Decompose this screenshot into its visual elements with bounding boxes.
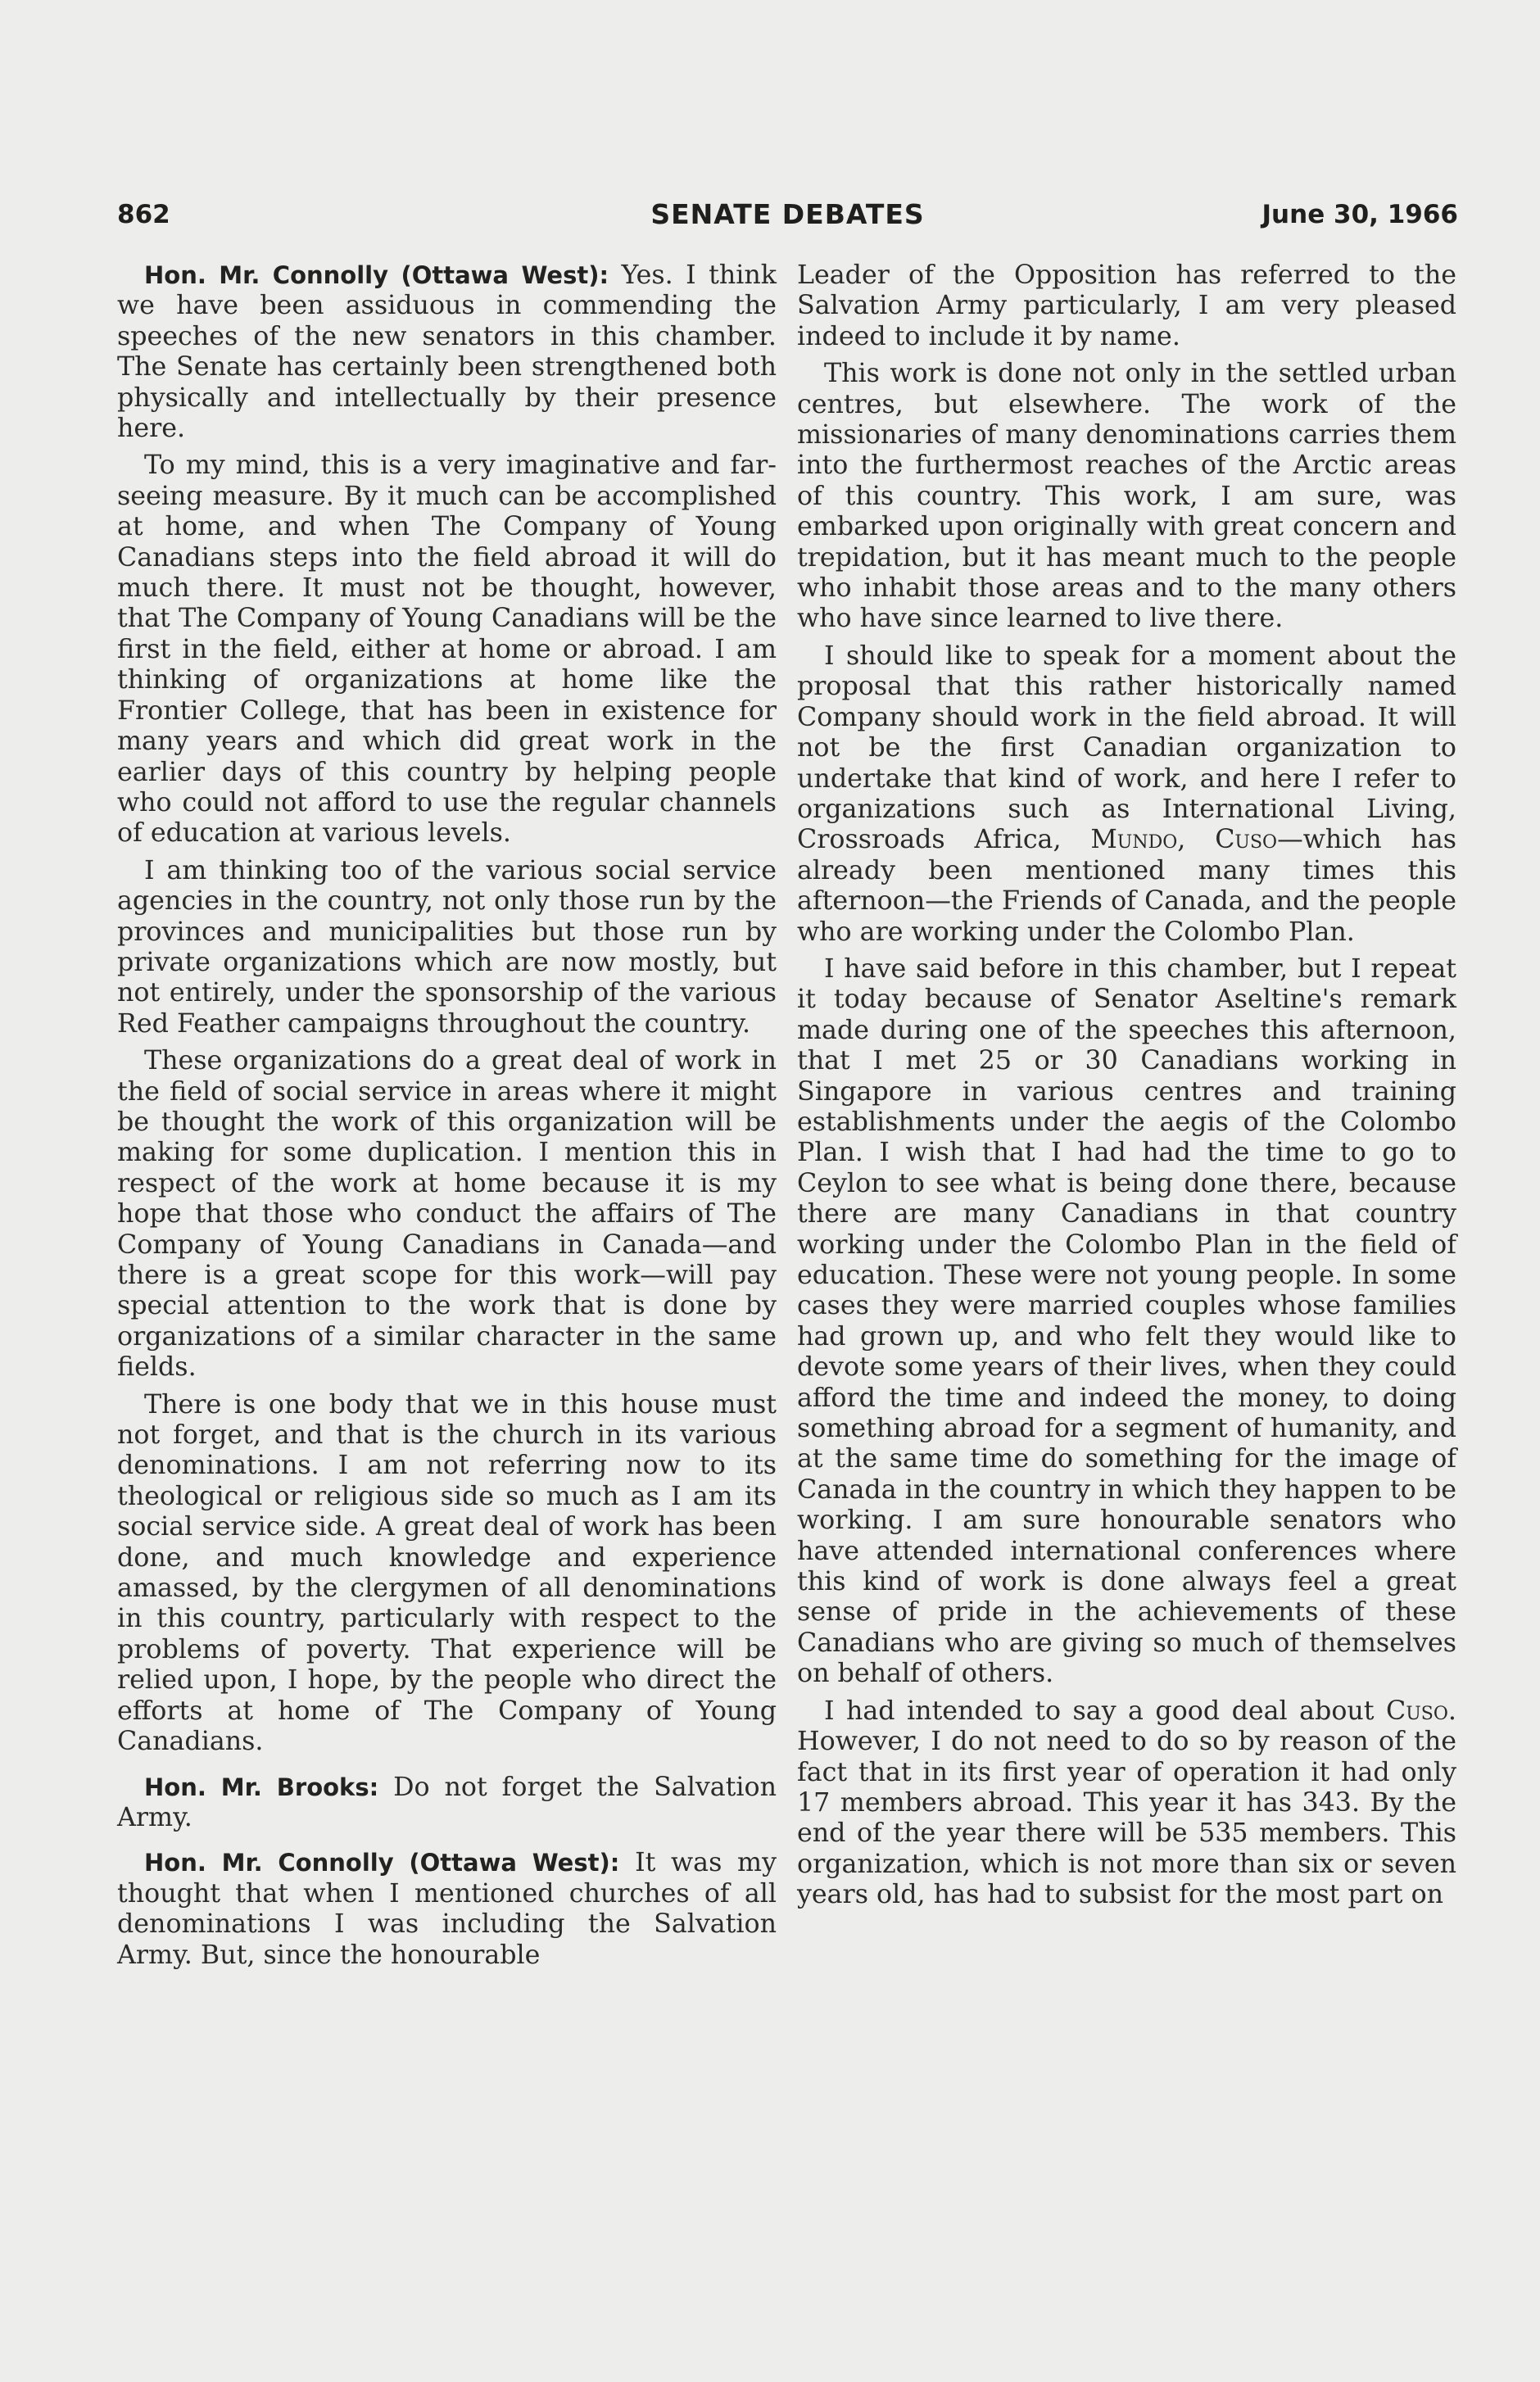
paragraph: I have said before in this chamber, but I repeat it today because of Senator Aseltine's remark made during one of the speeches this afternoon, that I met 25 or 30 Canadians working in Singapore in various centres and training establishments under the aegis of the Colombo Plan. I wish that I had had the time to go to Ceylon to see what is being done there, because there are many Canadians in that country working under the Colombo Plan in the field of education. These were not young people. In some cases they were married couples whose families had grown up, and who felt they would like to devote some years of their lives, when they could afford the time and indeed the money, to doing something abroad for a segment of humanity, and at the same time do something for the image of Canada in the country in which they happen to be working. I am sure honourable senators who have attended international conferences where this kind of work is done always feel a great sense of pride in the achievements of these Canadians who are giving so much of themselves on behalf of others. [797, 953, 1456, 1689]
paragraph [117, 1848, 777, 1971]
paragraph [797, 1696, 1456, 1911]
left-column [117, 260, 777, 1977]
punctuation: , [1177, 825, 1186, 855]
organization-name: Cuso [1215, 825, 1278, 855]
paragraph: These organizations do a great deal of work in the field of social service in areas where it might be thought the work of this organization will be making for some duplication. I mention this in respect of the work at home because it is my hope that those who conduct the affairs of The Company of Young Canadians in Canada—and there is a great scope for this work—will pay special attention to the work that is done by organizations of a similar character in the same fields. [117, 1046, 777, 1383]
paragraph [797, 641, 1456, 948]
speaker-name: Hon. Mr. Brooks: [144, 1773, 379, 1801]
publication-date: June 30, 1966 [1261, 200, 1458, 229]
paragraph: This work is done not only in the settled urban centres, but elsewhere. The work of the missionaries of many denominations carries them into the furthermost reaches of the Arctic areas of this country. This work, I am sure, was embarked upon originally with great concern and trepidation, but it has meant much to the people who inhabit those areas and to the many others who have since learned to live there. [797, 359, 1456, 634]
paragraph-text: I had intended to say a good deal about [824, 1696, 1375, 1726]
speaker-name: Hon. Mr. Connolly (Ottawa West): [144, 1849, 620, 1877]
paragraph: I am thinking too of the various social service agencies in the country, not only those run by the provinces and municipalities but those run by private organizations which are now mostly, but not entirely, under the sponsorship of the various Red Feather campaigns throughout the country. [117, 855, 777, 1039]
paragraph-text: —which has already been mentioned many times this afternoon—the Friends of Canada, and the people who are working under the Colombo Plan. [797, 825, 1456, 947]
speaker-name: Hon. Mr. Connolly (Ottawa West): [144, 261, 609, 289]
paragraph-text: I should like to speak for a moment about the proposal that this rather historically named Company should work in the field abroad. It will not be the first Canadian organization to undertake that kind of work, and here I refer to organizations such as International Living, Crossroads Africa, [797, 641, 1456, 855]
publication-title: SENATE DEBATES [650, 198, 925, 230]
paragraph-text: . However, I do not need to do so by reason of the fact that in its first year of operation it had only 17 members abroad. This year it has 343. By the end of the year there will be 535 members. This organization, which is not more than six or seven years old, has had to subsist for the most part on [797, 1696, 1456, 1910]
paragraph [117, 260, 777, 444]
right-column [797, 260, 1456, 1918]
paragraph: Leader of the Opposition has referred to the Salvation Army particularly, I am very pleased indeed to include it by name. [797, 260, 1456, 351]
page-header [117, 190, 1458, 239]
paragraph-text: Do not forget the Salvation Army. [117, 1772, 777, 1832]
paragraph: To my mind, this is a very imaginative and far-seeing measure. By it much can be accomplished at home, and when The Company of Young Canadians steps into the field abroad it will do much there. It must not be thought, however, that The Company of Young Canadians will be the first in the field, either at home or abroad. I am thinking of organizations at home like the Frontier College, that has been in existence for many years and which did great work in the earlier days of this country by helping people who could not afford to use the regular channels of education at various levels. [117, 451, 777, 849]
paragraph-text: It was my thought that when I mentioned churches of all denominations I was including the Salvation Army. But, since the honourable [117, 1848, 777, 1970]
paragraph-text: Yes. I think we have been assiduous in commending the speeches of the new senators in this chamber. The Senate has certainly been strengthened both physically and intellectually by their presence here. [117, 260, 777, 444]
paragraph: There is one body that we in this house must not forget, and that is the church in its various denominations. I am not referring now to its theological or religious side so much as I am its social service side. A great deal of work has been done, and much knowledge and experience amassed, by the clergymen of all denominations in this country, particularly with respect to the problems of poverty. That experience will be relied upon, I hope, by the people who direct the efforts at home of The Company of Young Canadians. [117, 1389, 777, 1757]
paragraph [117, 1773, 777, 1834]
organization-name: Mundo [1090, 825, 1178, 855]
page-number: 862 [117, 200, 170, 229]
organization-name: Cuso [1386, 1696, 1448, 1726]
